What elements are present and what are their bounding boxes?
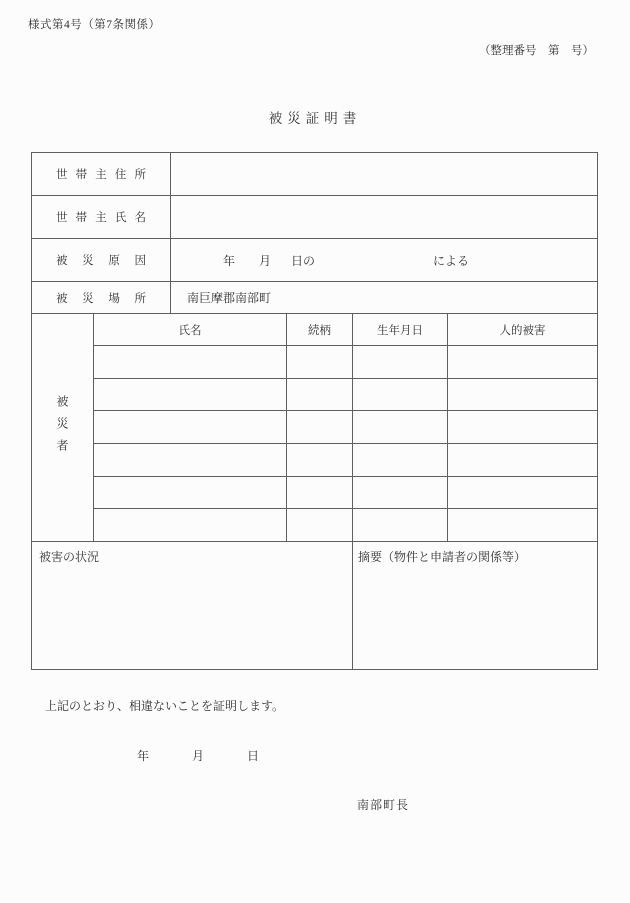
victim-name-cell (94, 379, 287, 411)
remarks-label: 摘要（物件と申請者の関係等） (358, 550, 527, 564)
victim-row (94, 509, 597, 541)
disaster-cause-line (171, 252, 597, 269)
victims-col-birthdate: 生年月日 (353, 314, 448, 345)
victim-relation-cell (287, 509, 353, 541)
disaster-cause-label-cell (32, 239, 171, 281)
victims-header-row (94, 314, 597, 346)
victim-relation-cell (287, 346, 353, 378)
victim-row (94, 444, 597, 477)
victim-injury-cell (448, 509, 597, 541)
victims-section (32, 314, 597, 542)
date-month-label: 月 (192, 749, 205, 763)
date-day-label: 日 (247, 749, 260, 763)
victim-name-cell (94, 444, 287, 476)
victim-injury-cell (448, 346, 597, 378)
disaster-location-label: 被災場所 (56, 292, 146, 305)
cause-day-label: 日の (291, 253, 316, 268)
closing-statement: 上記のとおり、相違ないことを証明します。 (45, 699, 285, 713)
victim-name-cell (94, 411, 287, 443)
bottom-section (32, 542, 597, 669)
victims-rows (94, 346, 597, 541)
victims-group-label: 被災者 (55, 394, 69, 461)
victim-injury-cell (448, 379, 597, 411)
victim-birthdate-cell (353, 346, 448, 378)
victim-name-cell (94, 477, 287, 509)
victim-row (94, 379, 597, 412)
victims-group-label-cell (32, 314, 94, 541)
householder-address-label-cell (32, 153, 171, 195)
victim-relation-cell (287, 411, 353, 443)
victim-row (94, 411, 597, 444)
disaster-cause-label: 被災原因 (56, 255, 146, 267)
victim-birthdate-cell (353, 411, 448, 443)
victim-birthdate-cell (353, 379, 448, 411)
signature-date-line (137, 747, 259, 764)
victims-grid (94, 314, 597, 541)
victims-col-relation: 続柄 (287, 314, 353, 345)
form-number: 様式第4号（第7条関係） (28, 19, 161, 31)
certificate-table (31, 152, 598, 670)
householder-name-value-cell (171, 196, 597, 238)
row-householder-address (32, 153, 597, 196)
cause-suffix-label: による (433, 253, 470, 268)
victim-injury-cell (448, 444, 597, 476)
cause-year-label: 年 (223, 253, 236, 268)
disaster-location-value-cell (171, 282, 597, 313)
victim-birthdate-cell (353, 509, 448, 541)
householder-name-label: 世帯主氏名 (56, 212, 146, 224)
signer-title: 南部町長 (357, 798, 410, 812)
householder-address-label: 世帯主住所 (56, 169, 146, 181)
date-year-label: 年 (137, 749, 150, 763)
victim-name-cell (94, 346, 287, 378)
victim-injury-cell (448, 477, 597, 509)
victim-relation-cell (287, 379, 353, 411)
remarks-cell (353, 542, 597, 669)
row-disaster-location (32, 282, 597, 314)
document-title: 被災証明書 (268, 111, 362, 126)
victim-relation-cell (287, 444, 353, 476)
victim-name-cell (94, 509, 287, 541)
victims-col-name: 氏名 (94, 314, 287, 345)
row-householder-name (32, 196, 597, 239)
cause-month-label: 月 (259, 253, 272, 268)
householder-name-label-cell (32, 196, 171, 238)
row-disaster-cause (32, 239, 597, 282)
victim-birthdate-cell (353, 477, 448, 509)
disaster-location-value: 南巨摩郡南部町 (187, 291, 272, 305)
damage-status-label: 被害の状況 (39, 550, 100, 564)
disaster-location-label-cell (32, 282, 171, 313)
damage-status-cell (32, 542, 353, 669)
victim-row (94, 477, 597, 510)
householder-address-value-cell (171, 153, 597, 195)
victim-relation-cell (287, 477, 353, 509)
reference-number: （整理番号 第 号） (479, 45, 594, 57)
victim-injury-cell (448, 411, 597, 443)
victims-col-injury: 人的被害 (499, 324, 546, 337)
victim-birthdate-cell (353, 444, 448, 476)
disaster-cause-value-cell (171, 239, 597, 281)
victim-row (94, 346, 597, 379)
